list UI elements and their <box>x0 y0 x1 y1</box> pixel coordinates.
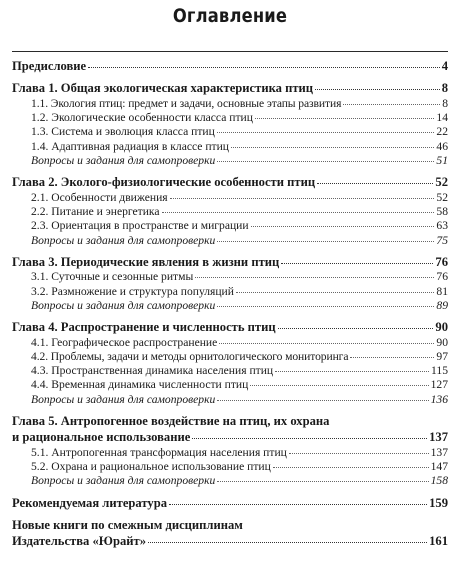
toc-entry-section[interactable] <box>12 219 448 233</box>
toc-entry-questions[interactable] <box>12 393 448 407</box>
dot-leader <box>315 89 440 90</box>
dot-leader <box>250 385 428 386</box>
toc-entry-section[interactable] <box>12 285 448 299</box>
toc-entry-questions[interactable] <box>12 154 448 168</box>
toc-chapter-2 <box>12 174 448 248</box>
entry-title: 4.1. Географическое распространение <box>31 335 218 349</box>
entry-page: 8 <box>441 81 448 96</box>
entry-page: 76 <box>436 270 448 284</box>
dot-leader <box>217 481 428 482</box>
dot-leader <box>278 328 434 329</box>
dot-leader <box>88 67 440 68</box>
dot-leader <box>148 542 427 543</box>
entry-title: 2.2. Питание и энергетика <box>31 204 160 218</box>
toc-entry-section[interactable] <box>12 191 448 205</box>
toc-entry-chapter[interactable] <box>12 429 448 445</box>
dot-leader <box>231 147 434 148</box>
entry-title: 1.3. Система и эволюция класса птиц <box>31 125 215 139</box>
toc-entry-section[interactable] <box>12 205 448 219</box>
dot-leader <box>350 357 434 358</box>
entry-page: 97 <box>436 349 448 363</box>
entry-title: 5.1. Антропогенная трансформация населения птиц <box>31 445 287 459</box>
entry-title: 2.3. Ориентация в пространстве и миграции <box>31 219 249 233</box>
entry-page: 52 <box>436 190 448 204</box>
entry-page: 161 <box>429 534 448 549</box>
entry-title: Глава 2. Эколого-физиологические особенности птиц <box>12 175 316 190</box>
toc-entry-questions[interactable] <box>12 474 448 488</box>
dot-leader <box>217 161 434 162</box>
entry-title: Вопросы и задания для самопроверки <box>31 298 216 312</box>
page-title: Оглавление <box>172 5 288 27</box>
entry-page: 22 <box>436 125 448 139</box>
entry-title: 4.2. Проблемы, задачи и методы орнитологического мониторинга <box>31 349 349 363</box>
dot-leader <box>217 400 428 401</box>
dot-leader <box>236 292 434 293</box>
entry-title: 3.1. Суточные и сезонные ритмы <box>31 270 194 284</box>
dot-leader <box>289 453 429 454</box>
entry-page: 46 <box>436 139 448 153</box>
toc-entry-section[interactable] <box>12 350 448 364</box>
toc-entry-section[interactable] <box>12 336 448 350</box>
toc-literature <box>12 495 448 511</box>
entry-page: 159 <box>429 495 448 510</box>
entry-page: 136 <box>430 392 448 406</box>
dot-leader <box>217 132 435 133</box>
dot-leader <box>255 118 434 119</box>
entry-page: 158 <box>430 474 448 488</box>
entry-page: 81 <box>436 284 448 298</box>
dot-leader <box>251 226 435 227</box>
entry-title: 2.1. Особенности движения <box>31 190 168 204</box>
dot-leader <box>317 183 433 184</box>
entry-title: 4.4. Временная динамика численности птиц <box>31 378 249 392</box>
new-books-line-1[interactable]: Новые книги по смежным дисциплинам <box>12 518 243 533</box>
entry-page: 90 <box>435 320 448 335</box>
toc-chapter-5 <box>12 413 448 489</box>
dot-leader <box>343 104 440 105</box>
entry-page: 52 <box>435 175 448 190</box>
dot-leader <box>170 198 435 199</box>
dot-leader <box>162 212 435 213</box>
toc-entry-section[interactable] <box>12 460 448 474</box>
dot-leader <box>169 504 427 505</box>
entry-page: 63 <box>436 219 448 233</box>
toc-entry-section[interactable] <box>12 125 448 139</box>
entry-title: Вопросы и задания для самопроверки <box>31 233 216 247</box>
entry-title: Глава 4. Распространение и численность птиц <box>12 320 276 335</box>
entry-page: 89 <box>436 298 448 312</box>
toc-entry-literature[interactable] <box>12 495 448 511</box>
entry-page: 58 <box>436 204 448 218</box>
dot-leader <box>275 371 429 372</box>
toc-entry-section[interactable] <box>12 111 448 125</box>
toc-entry-section[interactable] <box>12 140 448 154</box>
dot-leader <box>217 306 434 307</box>
toc-entry-section[interactable] <box>12 97 448 111</box>
toc-entry-chapter[interactable] <box>12 80 448 96</box>
entry-page: 147 <box>430 460 448 474</box>
toc-entry-chapter[interactable] <box>12 319 448 335</box>
entry-page: 14 <box>436 111 448 125</box>
entry-page: 4 <box>441 59 448 73</box>
toc-chapter-3 <box>12 254 448 313</box>
toc-new-books <box>12 517 448 550</box>
toc-entry-section[interactable] <box>12 270 448 284</box>
title-rule <box>12 51 448 52</box>
entry-title: Предисловие <box>12 59 87 73</box>
toc-entry-section[interactable] <box>12 446 448 460</box>
entry-title: Глава 1. Общая экологическая характеристика птиц <box>12 81 314 96</box>
entry-page: 137 <box>430 445 448 459</box>
entry-title: 1.1. Экология птиц: предмет и задачи, основные этапы развития <box>31 96 342 110</box>
toc-preface <box>12 58 448 74</box>
entry-page: 137 <box>429 430 448 445</box>
dot-leader <box>195 277 434 278</box>
entry-title: 4.3. Пространственная динамика населения птиц <box>31 364 274 378</box>
entry-title: 3.2. Размножение и структура популяций <box>31 284 234 298</box>
toc-entry-chapter[interactable] <box>12 174 448 190</box>
toc-chapter-4 <box>12 319 448 407</box>
toc-entry-preface[interactable] <box>12 58 448 74</box>
entry-title: 1.4. Адаптивная радиация в классе птиц <box>31 139 230 153</box>
toc-entry-section[interactable] <box>12 378 448 392</box>
entry-title: и рациональное использование <box>12 430 191 445</box>
toc-entry-questions[interactable] <box>12 299 448 313</box>
entry-page: 75 <box>436 233 448 247</box>
toc-entry-new-books[interactable] <box>12 533 448 549</box>
entry-title: Вопросы и задания для самопроверки <box>31 153 216 167</box>
dot-leader <box>192 438 427 439</box>
entry-page: 8 <box>442 96 448 110</box>
dot-leader <box>217 241 434 242</box>
entry-title: 5.2. Охрана и рациональное использование птиц <box>31 460 271 474</box>
dot-leader <box>281 263 433 264</box>
toc-entry-section[interactable] <box>12 364 448 378</box>
table-of-contents <box>12 58 448 556</box>
toc-chapter-1 <box>12 80 448 168</box>
toc-entry-chapter[interactable] <box>12 254 448 270</box>
entry-title: 1.2. Экологические особенности класса птиц <box>31 111 253 125</box>
chapter-title-line-1[interactable]: Глава 5. Антропогенное воздействие на птиц, их охрана <box>12 414 330 428</box>
toc-entry-questions[interactable] <box>12 234 448 248</box>
entry-page: 76 <box>435 254 448 269</box>
entry-page: 127 <box>430 378 448 392</box>
entry-title: Вопросы и задания для самопроверки <box>31 474 216 488</box>
entry-title: Глава 3. Периодические явления в жизни птиц <box>12 254 280 269</box>
entry-title: Рекомендуемая литература <box>12 495 167 510</box>
entry-title: Издательства «Юрайт» <box>12 534 147 549</box>
dot-leader <box>273 467 429 468</box>
dot-leader <box>219 343 434 344</box>
entry-title: Вопросы и задания для самопроверки <box>31 392 216 406</box>
entry-page: 90 <box>436 335 448 349</box>
entry-page: 51 <box>436 153 448 167</box>
entry-page: 115 <box>431 364 448 378</box>
